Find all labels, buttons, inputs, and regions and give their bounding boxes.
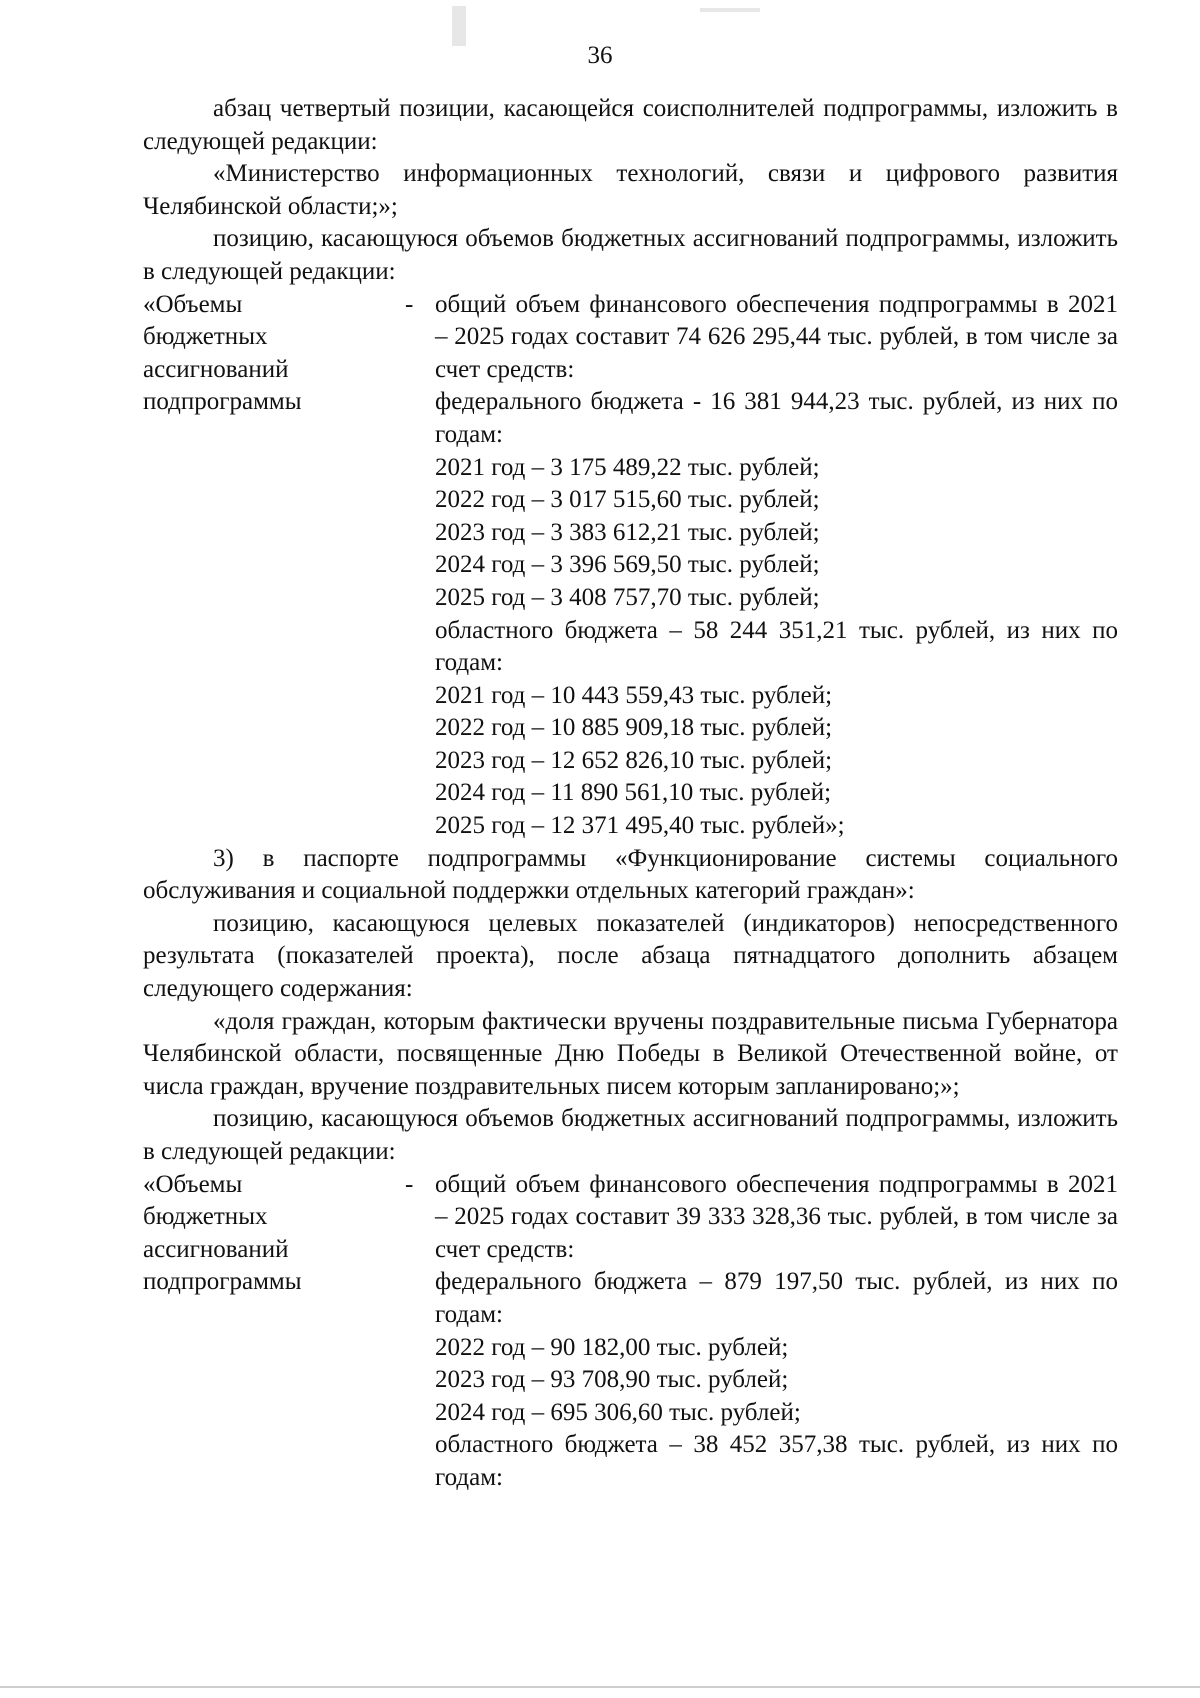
budget-year-line: 2024 год – 11 890 561,10 тыс. рублей; — [435, 779, 832, 807]
scan-bottom-edge — [0, 1686, 1200, 1688]
budget-line: областного бюджета – 38 452 357,38 тыс. рублей, из них по годам: — [435, 1431, 1118, 1491]
paragraph: «доля граждан, которым фактически вручены поздравительные письма Губернатора Челябинской области, посвященные Дню Победы в Великой Отечественной войне, от числа граждан, вручение поздравительных писем которым запланировано;»; — [143, 1007, 1118, 1100]
budget-year-line: 2021 год – 3 175 489,22 тыс. рублей; — [435, 453, 820, 481]
label-line: подпрограммы — [143, 388, 302, 416]
budget-line: общий объем финансового обеспечения подпрограммы в 2021 – 2025 годах составит 74 626 295,44 тыс. рублей, в том числе за счет средств: — [435, 290, 1118, 383]
label-line: бюджетных — [143, 323, 268, 351]
budget-year-line: 2022 год – 3 017 515,60 тыс. рублей; — [435, 486, 820, 514]
scan-artifact — [700, 8, 760, 12]
budget-year-line: 2024 год – 3 396 569,50 тыс. рублей; — [435, 551, 820, 579]
budget-year-line: 2022 год – 10 885 909,18 тыс. рублей; — [435, 714, 833, 742]
label-line: «Объемы — [143, 290, 243, 318]
paragraph: позицию, касающуюся объемов бюджетных ассигнований подпрограммы, изложить в следующей редакции: — [143, 1105, 1118, 1165]
label-line: «Объемы — [143, 1170, 243, 1198]
budget-year-line: 2021 год – 10 443 559,43 тыс. рублей; — [435, 681, 833, 709]
label-line: ассигнований — [143, 355, 289, 383]
label-line: бюджетных — [143, 1203, 268, 1231]
dash-separator: - — [405, 290, 414, 318]
budget-line: федерального бюджета – 879 197,50 тыс. рублей, из них по годам: — [435, 1268, 1118, 1328]
page-number: 36 — [587, 42, 613, 69]
budget-label — [143, 1169, 405, 1495]
budget-year-line: 2022 год – 90 182,00 тыс. рублей; — [435, 1333, 789, 1361]
budget-line: федерального бюджета - 16 381 944,23 тыс. рублей, из них по годам: — [435, 388, 1118, 448]
budget-year-line: 2023 год – 12 652 826,10 тыс. рублей; — [435, 746, 833, 774]
dash-separator: - — [405, 1170, 414, 1198]
document-body — [143, 93, 1118, 1495]
label-line: ассигнований — [143, 1235, 289, 1263]
budget-year-line: 2025 год – 12 371 495,40 тыс. рублей»; — [435, 812, 845, 840]
budget-line: областного бюджета – 58 244 351,21 тыс. рублей, из них по годам: — [435, 616, 1118, 677]
budget-year-line: 2025 год – 3 408 757,70 тыс. рублей; — [435, 583, 820, 611]
budget-block-1 — [143, 289, 1118, 843]
budget-year-line: 2023 год – 93 708,90 тыс. рублей; — [435, 1366, 789, 1394]
budget-year-line: 2023 год – 3 383 612,21 тыс. рублей; — [435, 518, 820, 546]
paragraph: позицию, касающуюся объемов бюджетных ассигнований подпрограммы, изложить в следующей редакции: — [143, 225, 1118, 285]
paragraph: 3) в паспорте подпрограммы «Функционирование системы социального обслуживания и социальной поддержки отдельных категорий граждан»: — [143, 844, 1118, 905]
budget-line: общий объем финансового обеспечения подпрограммы в 2021 – 2025 годах составит 39 333 328,36 тыс. рублей, в том числе за счет средств: — [435, 1170, 1118, 1263]
budget-values — [435, 1169, 1118, 1495]
budget-year-line: 2024 год – 695 306,60 тыс. рублей; — [435, 1398, 801, 1426]
label-line: подпрограммы — [143, 1268, 302, 1296]
paragraph: абзац четвертый позиции, касающейся соисполнителей подпрограммы, изложить в следующей редакции: — [143, 95, 1118, 155]
paragraph: «Министерство информационных технологий, связи и цифрового развития Челябинской области;»; — [143, 160, 1118, 220]
paragraph: позицию, касающуюся целевых показателей (индикаторов) непосредственного результата (показателей проекта), после абзаца пятнадцатого дополнить абзацем следующего содержания: — [143, 909, 1118, 1003]
budget-label — [143, 289, 405, 843]
budget-block-2 — [143, 1169, 1118, 1495]
budget-values — [435, 289, 1118, 843]
